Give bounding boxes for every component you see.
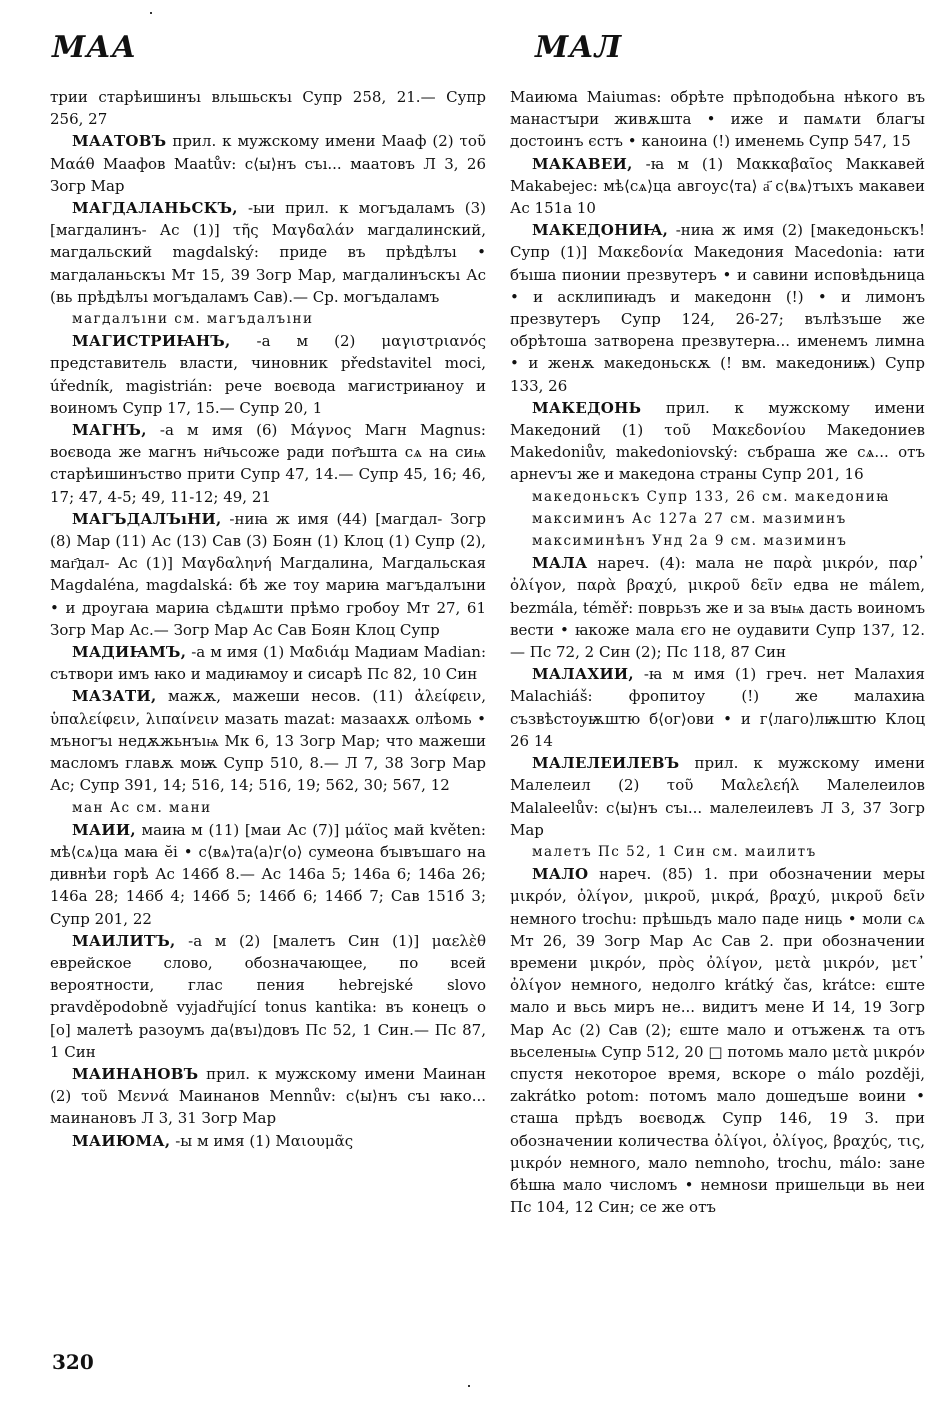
dictionary-entry (510, 841, 925, 863)
dictionary-entry (510, 752, 925, 841)
dictionary-entry (510, 663, 925, 752)
entry-headword: МАИЛИТЪ, (72, 931, 176, 950)
dictionary-entry (50, 419, 486, 508)
print-speck (468, 1385, 470, 1387)
entry-body: маиꙗ м (11) [маи Ас (7)] μάϊος май květen: мѣ⟨сѧ⟩ца маꙗ ӗі • с⟨вѧ⟩та⟨а⟩г⟨о⟩ сумеона бъıвъшаго на дивнѣи горѣ Ас 146б 8.— Ас 146а 5; 146а 6; 146а 26; 146а 28; 146б 4; 146б 5; 146б 6; 146б 7; Сав 151б 3; Супр 201, 22 (50, 820, 486, 928)
dictionary-entry (510, 863, 925, 1218)
entry-headword: МАЛЕЛЕИЛЕВЪ (532, 754, 680, 773)
dictionary-entry (50, 685, 486, 796)
entry-body: прил. к мужскому имени Маинан (2) τοῦ Μεννά Маинанов Mennův: с⟨ы⟩нъ съı ꙗко... маинановъ Л 3, 31 Зогр Мар (50, 1064, 486, 1128)
entry-body: нареч. (4): мала не παρὰ μικρόν, παρ᾽ ὀλίγον, παρὰ βραχύ, μικροῦ δεῖν едва не málem, bezmála, téměř: поврьзъ же и за вꙑѩ дасть воиномъ вести • ꙗкоже мала єго не оудавити Супр 137, 12.— Пс 72, 2 Син (2); Пс 118, 87 Син (510, 554, 925, 662)
entry-body: малетъ Пс 52, 1 Син см. маилитъ (532, 843, 817, 860)
dictionary-entry (50, 86, 486, 130)
entry-body: прил. к мужскому имени Малелеил (2) τοῦ Μαλελεήλ Малелеилов Malaleelův: с⟨ы⟩нъ съı... малелеилевъ Л 3, 37 Зогр Мар (510, 754, 925, 839)
dictionary-entry (50, 797, 486, 819)
entry-body: мажѫ, мажеши несов. (11) ἀλείφειν, ὑπαλείφειν, λιπαίνειν мазать mazat: мазаахѫ олѣомь • мъногъı недѫжьнъıѩ Мк 6, 13 Зогр Мар; что мажеши масломъ главѫ моѭ Супр 510, 8.— Л 7, 38 Зогр Мар Ас; Супр 391, 14; 516, 14; 516, 19; 562, 30; 567, 12 (50, 687, 486, 795)
entry-headword: МАИЮМА, (72, 1131, 171, 1150)
entry-headword: МАИИ, (72, 820, 136, 839)
running-head-right: МАЛ (535, 30, 623, 65)
dictionary-entry (510, 153, 925, 220)
entry-body: -ыи прил. к могъдаламъ (3) [магдалинъ- Ас (1)] τῆς Μαγδαλάν магдалинский, магдальский magdalský: приде въ прѣдѣлъı • магдаланьскъı Мт 15, 39 Зогр Мар, магдалинъскъı Ас (вь прѣдѣлъı могъдаламъ Сав).— Ср. могъдаламъ (50, 199, 486, 306)
dictionary-entry (510, 86, 925, 153)
dictionary-entry (50, 1130, 486, 1152)
left-column (50, 86, 486, 1152)
entry-headword: МАКЕДОНЬ (532, 398, 642, 417)
dictionary-entry (50, 508, 486, 641)
entry-body: трии старѣишинъı вльшьскъı Супр 258, 21.— Супр 256, 27 (50, 88, 486, 129)
entry-headword: МААТОВЪ (72, 132, 167, 151)
entry-body: -а м имя (1) Μαδιάμ Мадиам Madian: сътвори имъ ꙗко и мадиꙗмоу и сисарѣ Пс 82, 10 Син (50, 643, 486, 684)
dictionary-entry (510, 552, 925, 663)
entry-body: Маиюма Maiumas: обрѣте прѣподобьна нѣкого въ манастꙑри живѫшта • иже и памѧти благꙑ достоинъ єстъ • каноина (!) именемь Супр 547, 15 (510, 88, 925, 151)
entry-headword: МАИНАНОВЪ (72, 1064, 199, 1083)
entry-headword: МАКЕДОНИꙖ, (532, 221, 669, 240)
entry-headword: МАГДАЛАНЬСКЪ, (72, 199, 238, 218)
entry-headword: МАКАВЕИ, (532, 154, 633, 173)
entry-headword: МАГЪДАЛЪıНИ, (72, 509, 222, 528)
entry-body: македоньскъ Супр 133, 26 см. македониꙗ (532, 488, 890, 505)
entry-headword: МАЛА (532, 554, 588, 573)
dictionary-entry (50, 197, 486, 308)
entry-headword: МАЛАХИИ, (532, 665, 634, 684)
entry-body: прил. к мужскому имени Македоний (1) τοῦ Μακεδονίου Македониев Makedoniův, makedoniovský: събраша же сѧ... отъ арнеѵъı же и македона страны Супр 201, 16 (510, 398, 925, 484)
dictionary-entry (50, 930, 486, 1063)
dictionary-entry (510, 219, 925, 397)
dictionary-entry (50, 308, 486, 330)
entry-body: максиминъ Ас 127а 27 см. мазиминъ (532, 510, 847, 527)
running-head-left: МАА (52, 30, 138, 65)
entry-body: прил. к мужскому имени Мааф (2) τοῦ Μαάθ Маафов Maatův: с⟨ы⟩нъ съı... маатовъ Л 3, 26 Зогр Мар (50, 132, 486, 195)
entry-body: -а м (2) [малетъ Син (1)] μαελὲθ еврейское слово, обозначающее, по всей вероятности, глас пения hebrejské slovo pravděpodobně vyjadřující tonus kantika: въ конецъ о [о] малетѣ разоумъ да⟨въı⟩довъ Пс 52, 1 Син.— Пс 87, 1 Син (50, 931, 486, 1061)
entry-body: -ꙗ м (1) Μακκαβαῖος Маккавей Makabejec: мѣ⟨сѧ⟩ца авгоус⟨та⟩ а҃ с⟨вѧ⟩тъıхъ макавеи Ас 151а 10 (510, 154, 925, 218)
dictionary-entry (50, 819, 486, 930)
entry-body: нареч. (85) 1. при обозначении меры μικρόν, ὀλίγον, μικροῦ, μικρά, βραχύ, μικροῦ δεῖν немного trochu: прѣшьдъ мало паде ниць • моли сѧ Мт 26, 39 Зогр Мар Ас Сав 2. при обозначении времени μικρόν, πρὸς ὀλίγον, μετὰ μικρόν, μετ᾽ ὀλίγον немного, недолго krátký čas, krátce: єште мало и вьсь миръ не... видитъ мене И 14, 19 Зогр Мар Ас (2) Сав (2); єште мало и отъженѫ та отъ вьселеныѩ Супр 512, 20 □ потомь мало μετὰ μικρόν спустя некоторое время, вскоре o málo později, zakrátko potom: потомъ мало дошедъше воини • сташа прѣдъ воєводѫ Супр 146, 19 3. при обозначении количества ὀλίγοι, ὀλίγος, βραχύς, τις, μικρόν немного, мало nemnoho, trochu, málo: зане бѣшꙗ мало числомъ • немноѕи пришельци вь неи Пс 104, 12 Син; се же отъ (510, 865, 925, 1217)
entry-headword: МАДИꙖМЪ, (72, 643, 187, 662)
entry-headword: МАГНЪ, (72, 421, 147, 440)
entry-headword: МАЗАТИ, (72, 687, 157, 706)
dictionary-entry (510, 397, 925, 486)
right-column (510, 86, 925, 1218)
entry-headword: МАЛО (532, 865, 589, 884)
entry-body: ман Ас см. мани (72, 799, 212, 816)
entry-body: -ꙗ м имя (1) греч. нет Малахия Malachiáš: фропитоу (!) же малахиꙗ съзвѣстоуѭштю б⟨ог⟩ови • и г⟨лаго⟩лѭштю Клоц 26 14 (510, 665, 925, 750)
entry-body: -а м (2) μαγιστριανός представитель власти, чиновник představitel moci, úředník, magistrián: рече воєвода магистриꙗноу и воиномъ Супр 17, 15.— Супр 20, 1 (50, 332, 486, 417)
dictionary-entry (50, 641, 486, 685)
dictionary-entry (510, 530, 925, 552)
entry-headword: МАГИСТРИꙖНЪ, (72, 332, 231, 351)
dictionary-entry (510, 486, 925, 508)
dictionary-entry (510, 508, 925, 530)
print-speck (150, 12, 152, 14)
dictionary-entry (50, 1063, 486, 1130)
entry-body: -ниꙗ ж имя (44) [магдал- Зогр (8) Мар (11) Ас (13) Сав (3) Боян (1) Клоц (1) Супр (2), маг҄дал- Ас (1)] Μαγδαληνή Магдалина, Магдальская Magdaléna, magdalská: бѣ же тоу мариꙗ магъдалъıни • и дроугаꙗ мариꙗ сѣдѧшти прѣмо гробоу Мт 27, 61 Зогр Мар Ас.— Зогр Мар Ас Сав Боян Клоц Супр (50, 509, 486, 639)
dictionary-entry (50, 330, 486, 419)
dictionary-entry (50, 130, 486, 197)
entry-body: -ы м имя (1) Μαιουμᾶς (170, 1131, 354, 1150)
entry-body: -а м имя (6) Μάγνος Магн Magnus: воєвода же магнъ ни҄чьсоже ради пот҄ъшта сѧ на сиѩ старѣишинъство прити Супр 47, 14.— Супр 45, 16; 46, 17; 47, 4-5; 49, 11-12; 49, 21 (50, 421, 486, 506)
page-number: 320 (52, 1350, 94, 1374)
entry-body: магдалъıни см. магъдалъıни (72, 311, 314, 328)
entry-body: -ниꙗ ж имя (2) [македоньскъ! Супр (1)] Μακεδονία Македония Macedonia: ꙗти бъıша пионии презвутеръ • и савини исповѣдьница • и асклипиꙗдъ и македонн (!) • и лимонъ презвутеръ Супр 124, 26-27; вълѣзъше же обрѣтоша затворена презвутерꙗ... именемъ лимна • и женѫ македоньскѫ (! вм. македониѭ) Супр 133, 26 (510, 221, 925, 395)
entry-body: максиминѣнъ Унд 2а 9 см. мазиминъ (532, 533, 848, 550)
